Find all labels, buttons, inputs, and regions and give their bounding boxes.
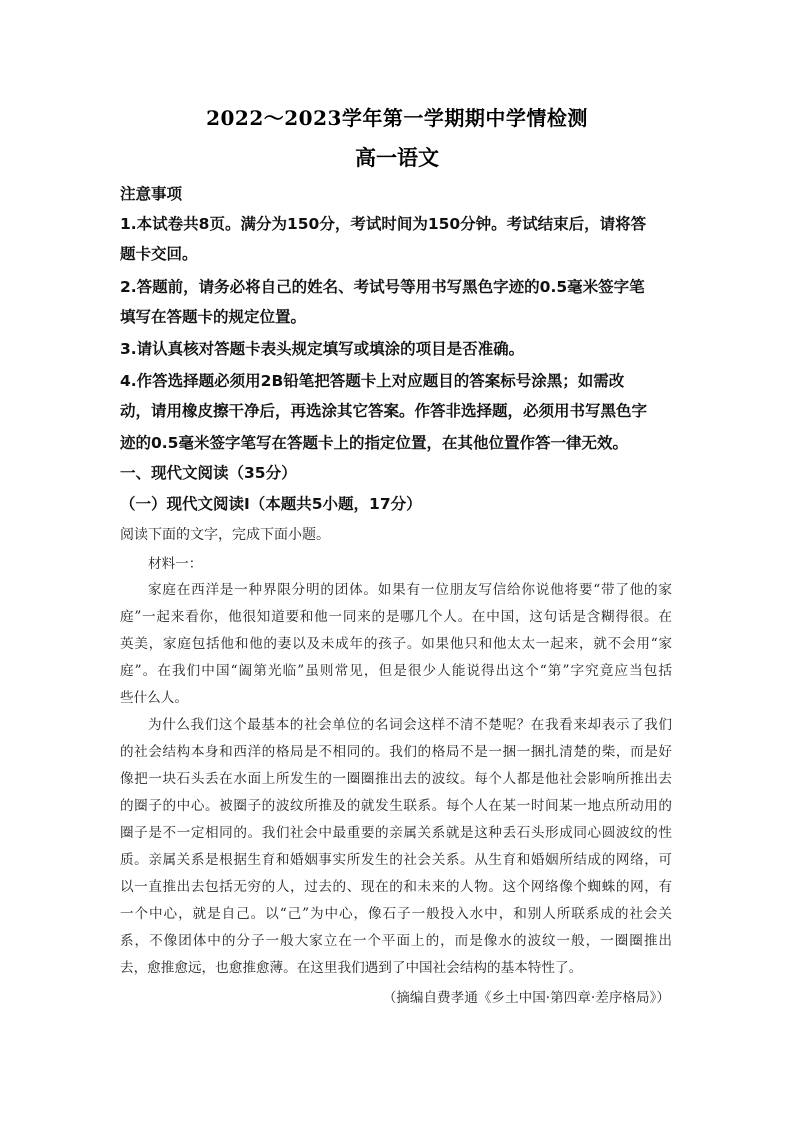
paragraph-line: 英美，家庭包括他和他的妻以及未成年的孩子。如果他只和他太太一起来，就不会用“家 <box>120 636 672 652</box>
material-label: 材料一： <box>148 556 203 572</box>
paragraph-line: 的社会结构本身和西洋的格局是不相同的。我们的格局不是一捆一捆扎清楚的柴，而是好 <box>120 744 672 760</box>
paragraph-line: 去，愈推愈远，也愈推愈薄。在这里我们遇到了中国社会结构的基本特性了。 <box>120 960 583 976</box>
notes-line: 2.答题前，请务必将自己的姓名、考试号等用书写黑色字迹的0.5毫米签字笔 <box>120 278 645 296</box>
section-title: 一、现代文阅读（35分） <box>120 464 297 482</box>
notes-line: 动，请用橡皮擦干净后，再选涂其它答案。作答非选择题，必须用书写黑色字 <box>120 402 648 420</box>
paragraph-line: 像把一块石头丢在水面上所发生的一圈圈推出去的波纹。每个人都是他社会影响所推出去 <box>120 771 672 787</box>
paragraph-line: 些什么人。 <box>120 690 188 706</box>
notes-line: 4.作答选择题必须用2B铅笔把答题卡上对应题目的答案标号涂黑；如需改 <box>120 372 625 390</box>
notes-heading: 注意事项 <box>120 185 183 203</box>
notes-line: 迹的0.5毫米签字笔写在答题卡上的指定位置，在其他位置作答一律无效。 <box>120 434 628 452</box>
paragraph-line: 家庭在西洋是一种界限分明的团体。如果有一位朋友写信给你说他将要“带了他的家 <box>148 582 672 598</box>
paragraph-line: 为什么我们这个最基本的社会单位的名词会这样不清不楚呢？在我看来却表示了我们 <box>148 717 672 733</box>
notes-line: 题卡交回。 <box>120 245 198 263</box>
instruction-text: 阅读下面的文字，完成下面小题。 <box>120 527 330 543</box>
paragraph-line: 质。亲属关系是根据生育和婚姻事实所发生的社会关系。从生育和婚姻所结成的网络，可 <box>120 852 672 868</box>
notes-line: 3.请认真核对答题卡表头规定填写或填涂的项目是否准确。 <box>120 340 525 358</box>
notes-line: 填写在答题卡的规定位置。 <box>120 308 307 326</box>
paragraph-line: 庭”一起来看你，他很知道要和他一同来的是哪几个人。在中国，这句话是含糊得很。在 <box>120 609 672 625</box>
paragraph-line: 的圈子的中心。被圈子的波纹所推及的就发生联系。每个人在某一时间某一地点所动用的 <box>120 798 672 814</box>
subsection-title: （一）现代文阅读Ⅰ（本题共5小题，17分） <box>120 495 422 513</box>
exam-title: 2022～2023学年第一学期期中学情检测 <box>206 106 588 130</box>
notes-line: 1.本试卷共8页。满分为150分，考试时间为150分钟。考试结束后，请将答 <box>120 215 647 233</box>
exam-subtitle: 高一语文 <box>355 145 439 170</box>
paragraph-line: 系，不像团体中的分子一般大家立在一个平面上的，而是像水的波纹一般，一圈圈推出 <box>120 933 672 949</box>
paragraph-line: 庭”。在我们中国“阖第光临”虽则常见，但是很少人能说得出这个“第”字究竟应当包括 <box>120 663 672 679</box>
paragraph-line: 一个中心，就是自己。以“己”为中心，像石子一般投入水中，和别人所联系成的社会关 <box>120 906 672 922</box>
paragraph-line: 以一直推出去包括无穷的人，过去的、现在的和未来的人物。这个网络像个蜘蛛的网，有 <box>120 879 672 895</box>
source-citation: （摘编自费孝通《乡土中国·第四章·差序格局》） <box>382 990 670 1006</box>
paragraph-line: 圈子是不一定相同的。我们社会中最重要的亲属关系就是这种丢石头形成同心圆波纹的性 <box>120 825 672 841</box>
